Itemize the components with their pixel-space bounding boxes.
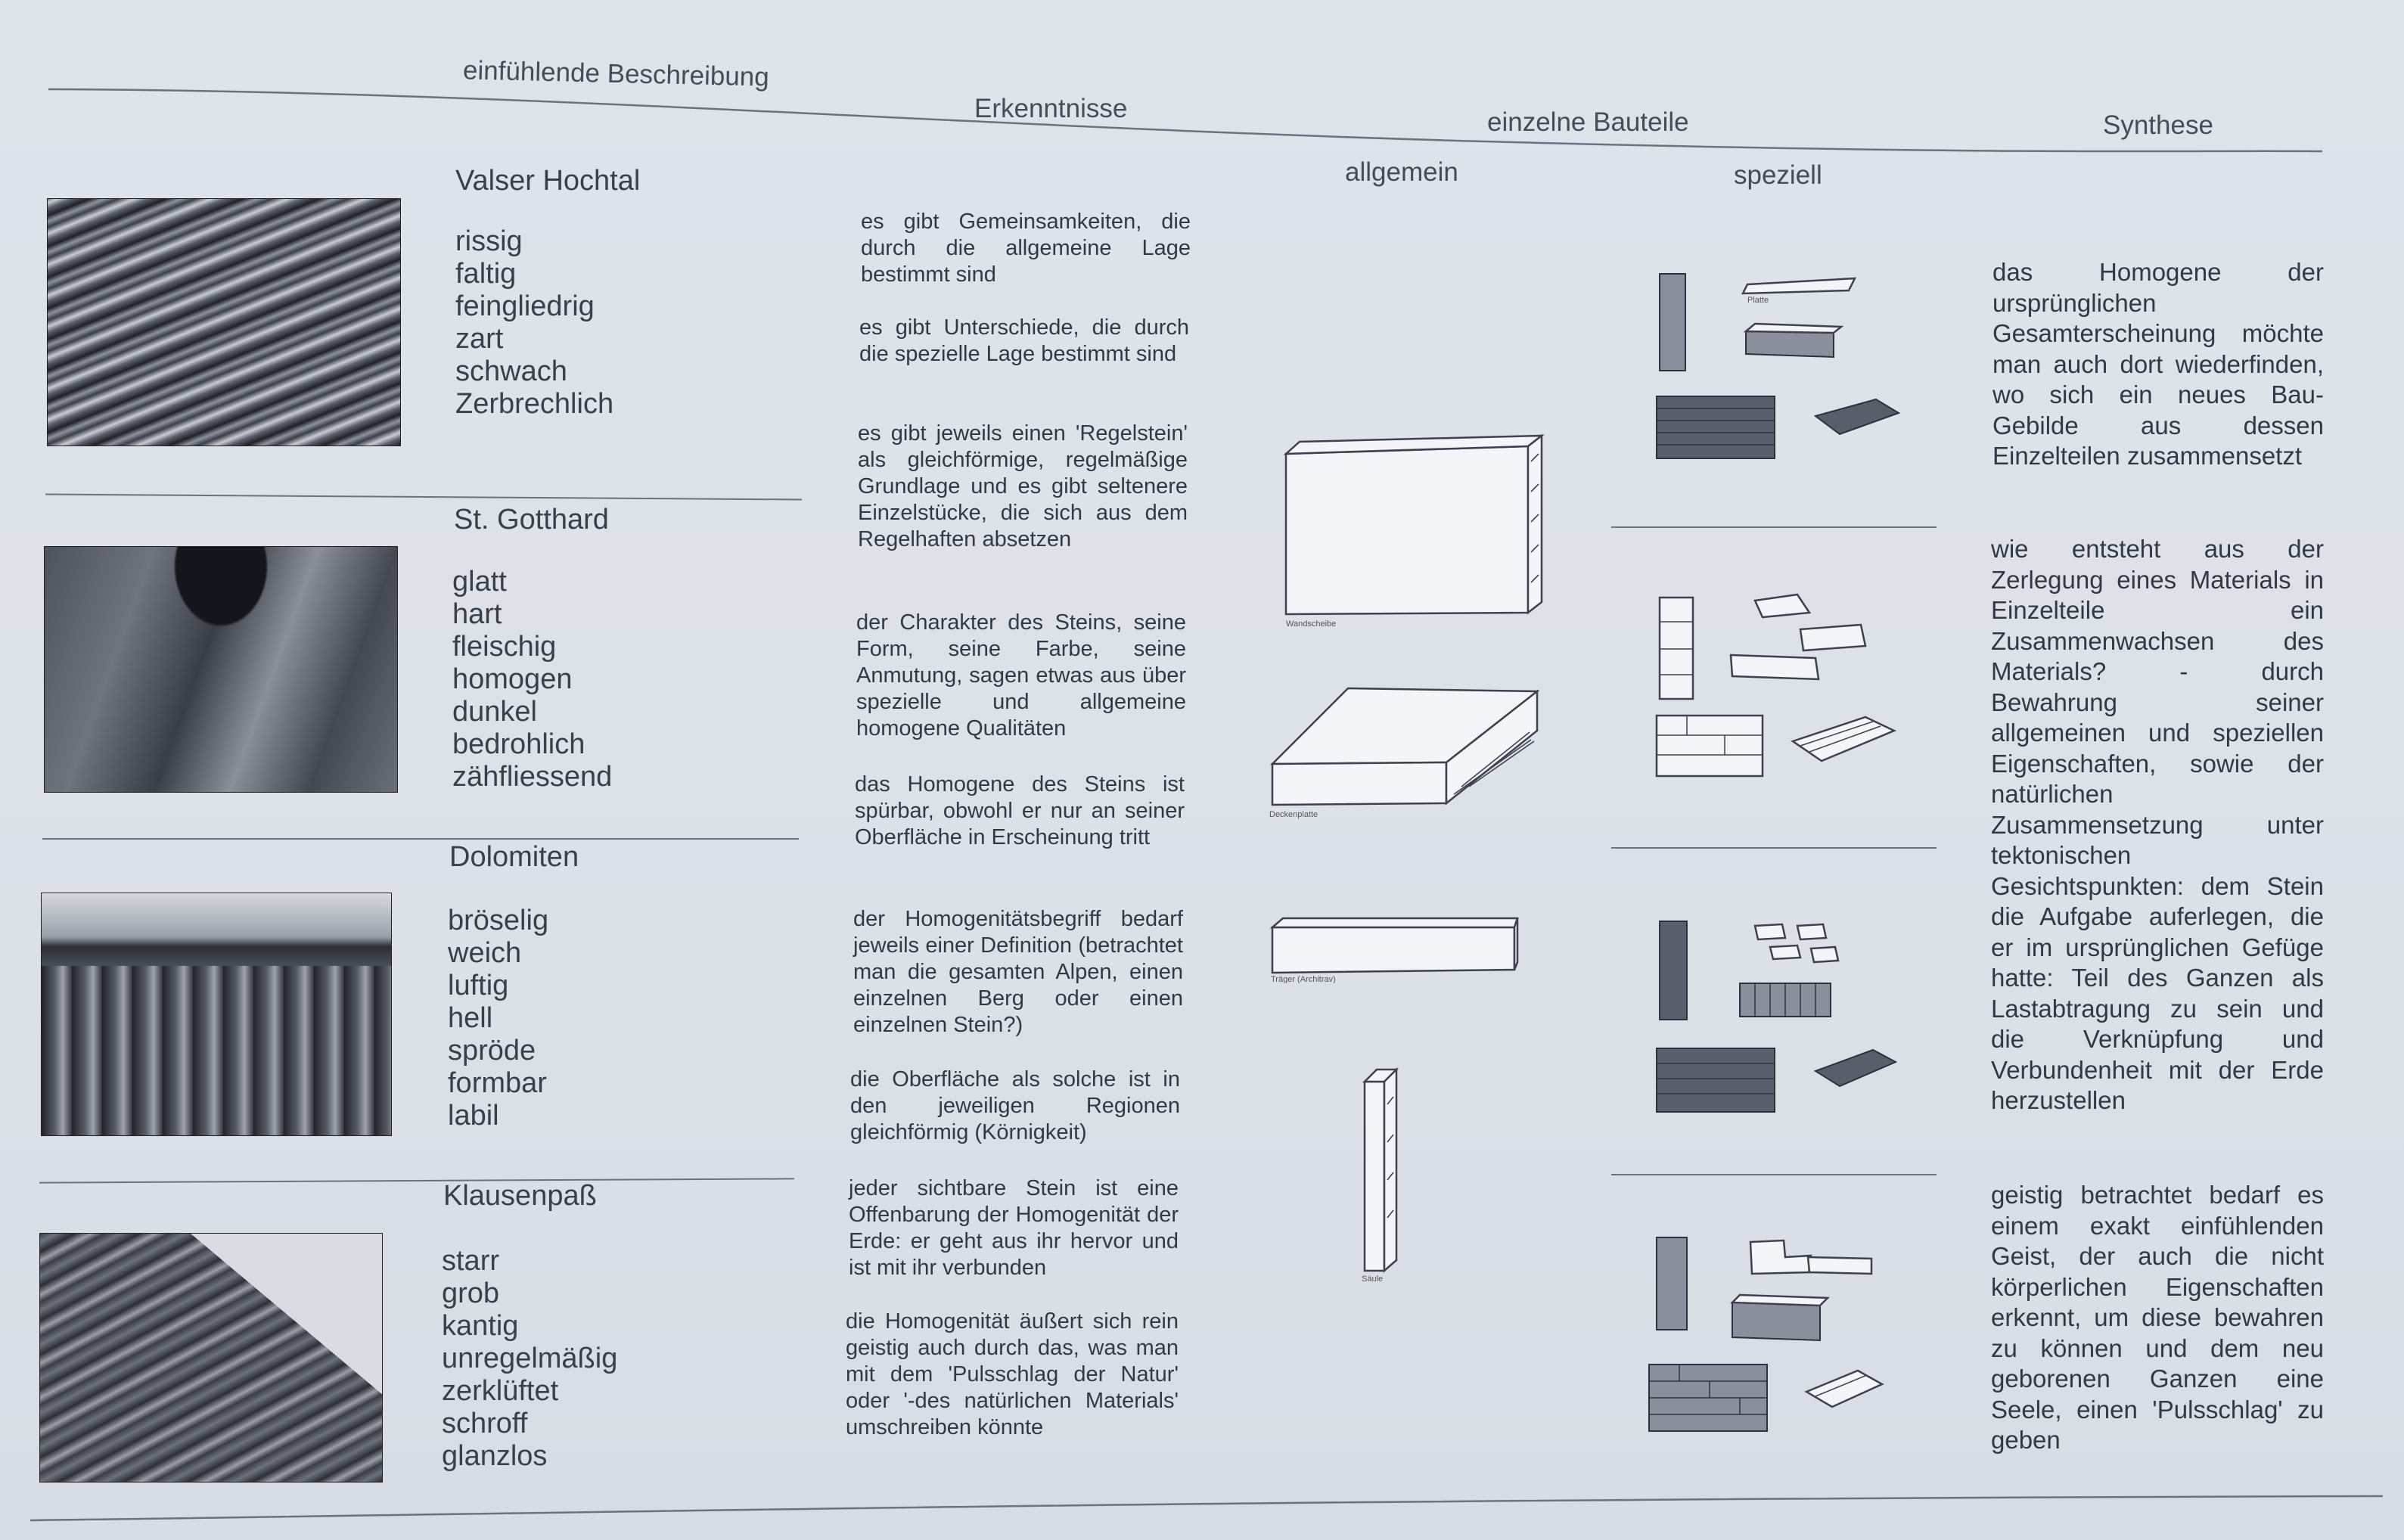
photo-valser-hochtal: [47, 198, 401, 446]
adjective: schwach: [455, 356, 567, 387]
adjective: rissig: [455, 225, 523, 257]
adjective-list: [452, 566, 612, 793]
adjective: grob: [442, 1278, 500, 1309]
region-title: Valser Hochtal: [455, 165, 641, 197]
label-slab: Deckenplatte: [1269, 810, 1318, 819]
label-plate: Platte: [1747, 296, 1769, 305]
adjective: bedrohlich: [452, 728, 585, 760]
sketch-special-group-4: [1641, 1230, 1899, 1442]
header-special: speziell: [1734, 160, 1822, 190]
adjective-list: [448, 905, 548, 1132]
adjective: zerklüftet: [442, 1375, 559, 1407]
adjective: zart: [455, 323, 504, 355]
header-general: allgemein: [1345, 157, 1458, 187]
adjective: feingliedrig: [455, 290, 595, 322]
synthesis-paragraph: wie entsteht aus der Zerlegung eines Materials in Einzelteile ein Zusammenwachsen des Materials? - durch Bewahrung seiner allgemeinen und speziellen Eigenschaften, sowie der natürlichen Zusammensetzung unter tektonischen Gesichtspunkten: dem Stein die Aufgabe auferlegen, die er im ursprünglichen Gefüge hatte: Teil des Ganzen als Lastabtragung zu sein und die Verknüpfung und Verbundenheit mit der Erde herzustellen: [1991, 535, 2324, 1114]
adjective: dunkel: [452, 696, 537, 728]
component-separator: [1611, 526, 1937, 528]
region-separator: [45, 494, 802, 501]
adjective: zähfliessend: [452, 761, 613, 793]
photo-st-gotthard: [44, 546, 398, 793]
component-separator: [1611, 1174, 1937, 1175]
insight-paragraph: der Charakter des Steins, seine Form, seine Farbe, seine Anmutung, sagen etwas aus über spezielle und allgemeine homogene Qualitäten: [856, 610, 1186, 741]
adjective: faltig: [455, 258, 517, 290]
region-title: Klausenpaß: [443, 1180, 597, 1212]
sketch-wall-slab: [1271, 431, 1558, 628]
label-wall: Wandscheibe: [1286, 619, 1337, 628]
adjective: luftig: [448, 970, 509, 1001]
adjective: starr: [442, 1245, 499, 1277]
region-title: Dolomiten: [449, 841, 579, 873]
sketch-beam: [1265, 908, 1537, 983]
adjective: fleischig: [452, 631, 557, 663]
header-synthesis: Synthese: [2103, 110, 2213, 140]
adjective: bröselig: [448, 905, 549, 936]
photo-klausenpass: [39, 1233, 383, 1483]
adjective: glanzlos: [442, 1440, 548, 1472]
adjective: Zerbrechlich: [455, 388, 614, 420]
sketch-special-group-2: [1649, 582, 1906, 787]
header-insights: Erkenntnisse: [974, 94, 1128, 123]
label-column: Säule: [1362, 1275, 1384, 1284]
sketch-special-group-1: [1649, 257, 1906, 477]
adjective: labil: [448, 1100, 499, 1132]
header-components: einzelne Bauteile: [1487, 107, 1689, 137]
insight-paragraph: die Homogenität äußert sich rein geistig auch durch das, was man mit dem 'Pulsschlag der Natur' oder '-des natürlichen Materials' umschreiben könnte: [846, 1309, 1179, 1439]
label-beam: Träger (Architrav): [1271, 975, 1336, 983]
region-separator: [39, 1178, 794, 1183]
sketch-floor-slab: [1265, 681, 1552, 824]
adjective: glatt: [452, 566, 507, 598]
synthesis-paragraph: geistig betrachtet bedarf es einem exakt einfühlenden Geist, der auch die nicht körperlichen Eigenschaften erkennt, um diese bewahren zu können und dem neu geborenen Ganzen eine Seele, einen 'Pulsschlag' zu geben: [1991, 1181, 2324, 1454]
adjective: homogen: [452, 663, 573, 695]
adjective: weich: [448, 937, 522, 969]
insight-paragraph: es gibt Gemeinsamkeiten, die durch die allgemeine Lage bestimmt sind: [861, 210, 1191, 287]
adjective: schroff: [442, 1408, 528, 1439]
insight-paragraph: die Oberfläche als solche ist in den jeweiligen Regionen gleichförmig (Körnigkeit): [850, 1067, 1180, 1144]
header-description: einfühlende Beschreibung: [462, 55, 770, 92]
adjective-list: [455, 225, 613, 421]
insight-paragraph: jeder sichtbare Stein ist eine Offenbarung der Homogenität der Erde: er geht aus ihr hervor und ist mit ihr verbunden: [849, 1176, 1179, 1280]
photo-dolomiten: [41, 893, 392, 1136]
adjective: hell: [448, 1002, 493, 1034]
insight-paragraph: es gibt Unterschiede, die durch die spezielle Lage bestimmt sind: [859, 315, 1189, 366]
sketch-special-group-3: [1649, 908, 1906, 1119]
region-title: St. Gotthard: [454, 504, 609, 536]
adjective: formbar: [448, 1067, 547, 1099]
region-separator: [42, 838, 799, 840]
adjective: spröde: [448, 1035, 536, 1067]
adjective-list: [442, 1245, 617, 1473]
adjective: hart: [452, 598, 502, 630]
top-rule: [0, 0, 2404, 166]
insight-paragraph: der Homogenitätsbegriff bedarf jeweils einer Definition (betrachtet man die gesamten Alpen, einen einzelnen Berg oder einen einzelnen Stein?): [853, 907, 1183, 1037]
sketch-column: [1354, 1059, 1437, 1286]
adjective: kantig: [442, 1310, 519, 1342]
component-separator: [1611, 847, 1937, 849]
insight-paragraph: es gibt jeweils einen 'Regelstein' als gleichförmige, regelmäßige Grundlage und es gibt seltenere Einzelstücke, die sich aus dem Regelhaften absetzen: [858, 421, 1188, 551]
insight-paragraph: das Homogene des Steins ist spürbar, obwohl er nur an seiner Oberfläche in Erscheinung tritt: [855, 772, 1185, 849]
bottom-rule: [0, 1483, 2404, 1540]
adjective: unregelmäßig: [442, 1343, 618, 1374]
synthesis-paragraph: das Homogene der ursprünglichen Gesamterscheinung möchte man auch dort wiederfinden, wo sich ein neues Bau-Gebilde aus dessen Einzelteilen zusammensetzt: [1992, 258, 2324, 470]
